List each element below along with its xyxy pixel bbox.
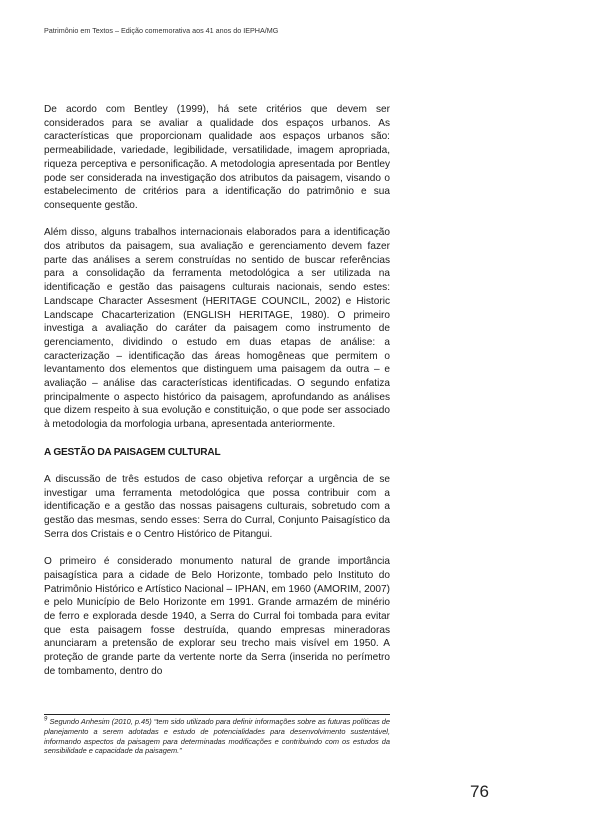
section-heading: A GESTÃO DA PAISAGEM CULTURAL: [44, 446, 221, 458]
page-number: 76: [470, 782, 489, 801]
body-paragraph-1: De acordo com Bentley (1999), há sete critérios que devem ser considerados para se avaliar a qualidade dos espaços urbanos. As características que proporcionam qualidade aos espaços urbanos são: permeabilidade, variedade, legibilidade, versatilidade, imagem apropriada, riqueza perceptiva e personificação. A metodologia apresentada por Bentley pode ser considerada na investigação dos atributos da paisagem, visando o estabelecimento de critérios para a identificação do patrimônio e sua consequente gestão.: [44, 104, 390, 211]
footnote-separator: [44, 714, 390, 715]
footnote: [44, 717, 390, 756]
body-paragraph-4: O primeiro é considerado monumento natural de grande importância paisagística para a cidade de Belo Horizonte, tombado pelo Instituto do Patrimônio Histórico e Artístico Nacional – IPHAN, em 1960 (AMORIM, 2007) e pelo Município de Belo Horizonte em 1991. Grande armazém de minério de ferro e explorada desde 1940, a Serra do Curral foi tombada para evitar que esta paisagem fosse destruída, quando empresas mineradoras anunciaram a pretensão de explorar seu trecho mais visível em 1950. A proteção de grande parte da vertente norte da Serra (inserida no perímetro de tombamento, dentro do: [44, 556, 390, 677]
body-paragraph-2: Além disso, alguns trabalhos internacionais elaborados para a identificação dos atributos da paisagem, sua avaliação e gerenciamento devem fazer parte das análises a serem construídas no sentido de buscar referências para a consolidação da ferramenta metodológica a ser utilizada na identificação e gestão das paisagens culturais nacionais, sendo estes: Landscape Character Assesment (HERITAGE COUNCIL, 2002) e Historic Landscape Chacarterization (ENGLISH HERITAGE, 1980). O primeiro investiga a avaliação do caráter da paisagem como instrumento de gerenciamento, dividindo o estudo em duas etapas de análise: a caracterização – identificação das áreas homogêneas que permitem o levantamento dos elementos que distinguem uma paisagem da outra – e avaliação – análise das características identificadas. O segundo enfatiza principalmente o aspecto histórico da paisagem, aprofundando as análises que dizem respeito à sua evolução e constituição, o que pode ser associado à metodologia da morfologia urbana, apresentada anteriormente.: [44, 227, 390, 431]
footnote-text: “tem sido utilizado para definir informações sobre as futuras políticas de planejamento a serem adotadas e estudo de potencialidades para desenvolvimento sustentável, informando aspectos da paisagem para determinadas modificações e contribuindo com os estudos da sensibilidade e capacidade da paisagem.”: [44, 717, 390, 756]
footnote-lead: Segundo Anhesim (2010, p.45): [49, 717, 152, 726]
running-header: Patrimônio em Textos – Edição comemorativa aos 41 anos do IEPHA/MG: [44, 26, 279, 35]
main-text-column: [44, 103, 390, 692]
footnote-marker: 9: [44, 716, 48, 723]
body-paragraph-3: A discussão de três estudos de caso objetiva reforçar a urgência de se investigar uma ferramenta metodológica que possa contribuir com a identificação e a gestão das nossas paisagens culturais, sobretudo com a gestão das mesmas, sendo esses: Serra do Curral, Conjunto Paisagístico da Serra dos Cristais e o Centro Histórico de Pitangui.: [44, 473, 390, 540]
